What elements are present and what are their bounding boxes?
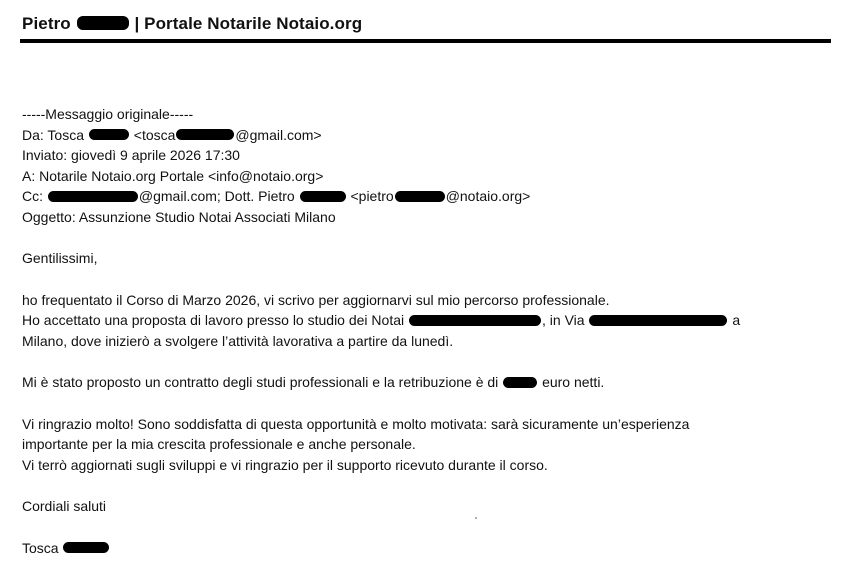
cc-line: Cc: @gmail.com; Dott. Pietro <pietro @notaio.org> bbox=[22, 188, 531, 205]
paragraph-line: Vi terrò aggiornati sugli sviluppi e vi ringrazio per il supporto ricevuto durante il corso. bbox=[22, 456, 548, 473]
original-message-marker: -----Messaggio originale----- bbox=[22, 106, 194, 122]
redacted-notary-names bbox=[409, 315, 541, 326]
page-header bbox=[22, 14, 830, 34]
from-line: Da: Tosca <tosca @gmail.com> bbox=[22, 126, 322, 143]
header-separator: | bbox=[134, 14, 140, 33]
redacted-email-part bbox=[48, 191, 138, 202]
redacted-surname bbox=[89, 129, 129, 140]
closing: Cordiali saluti bbox=[22, 498, 107, 515]
signature: Tosca bbox=[22, 538, 832, 559]
to-line: A: Notarile Notaio.org Portale <info@notaio.org> bbox=[22, 167, 324, 184]
paragraph-line: Ho accettato una proposta di lavoro presso lo studio dei Notai , in Via a bbox=[22, 312, 741, 329]
header-divider bbox=[20, 39, 831, 43]
redacted-email-part bbox=[395, 191, 445, 202]
redacted-surname bbox=[77, 16, 129, 29]
paragraph-line: Mi è stato proposto un contratto degli studi professionali e la retribuzione è di euro netti. bbox=[22, 374, 605, 391]
redacted-surname bbox=[63, 542, 109, 553]
redacted-amount bbox=[503, 377, 537, 388]
redacted-surname bbox=[300, 191, 346, 202]
redacted-street bbox=[589, 315, 727, 326]
redacted-email-part bbox=[176, 129, 234, 140]
subject-line: Oggetto: Assunzione Studio Notai Associati Milano bbox=[22, 208, 336, 225]
paragraph-line: Milano, dove inizierò a svolgere l’attività lavorativa a partire da lunedì. bbox=[22, 332, 454, 349]
header-portal-title: Portale Notarile Notaio.org bbox=[144, 14, 363, 33]
header-name: Pietro bbox=[22, 14, 71, 33]
sent-line: Inviato: giovedì 9 aprile 2026 17:30 bbox=[22, 147, 240, 164]
greeting: Gentilissimi, bbox=[22, 250, 98, 267]
paragraph-line: importante per la mia crescita professionale e anche personale. bbox=[22, 436, 416, 453]
scan-speck bbox=[475, 517, 477, 519]
paragraph-line: ho frequentato il Corso di Marzo 2026, vi scrivo per aggiornarvi sul mio percorso professionale. bbox=[22, 291, 610, 308]
email-document bbox=[22, 104, 832, 558]
paragraph-line: Vi ringrazio molto! Sono soddisfatta di questa opportunità e molto motivata: sarà sicuramente un’esperienza bbox=[22, 415, 690, 432]
